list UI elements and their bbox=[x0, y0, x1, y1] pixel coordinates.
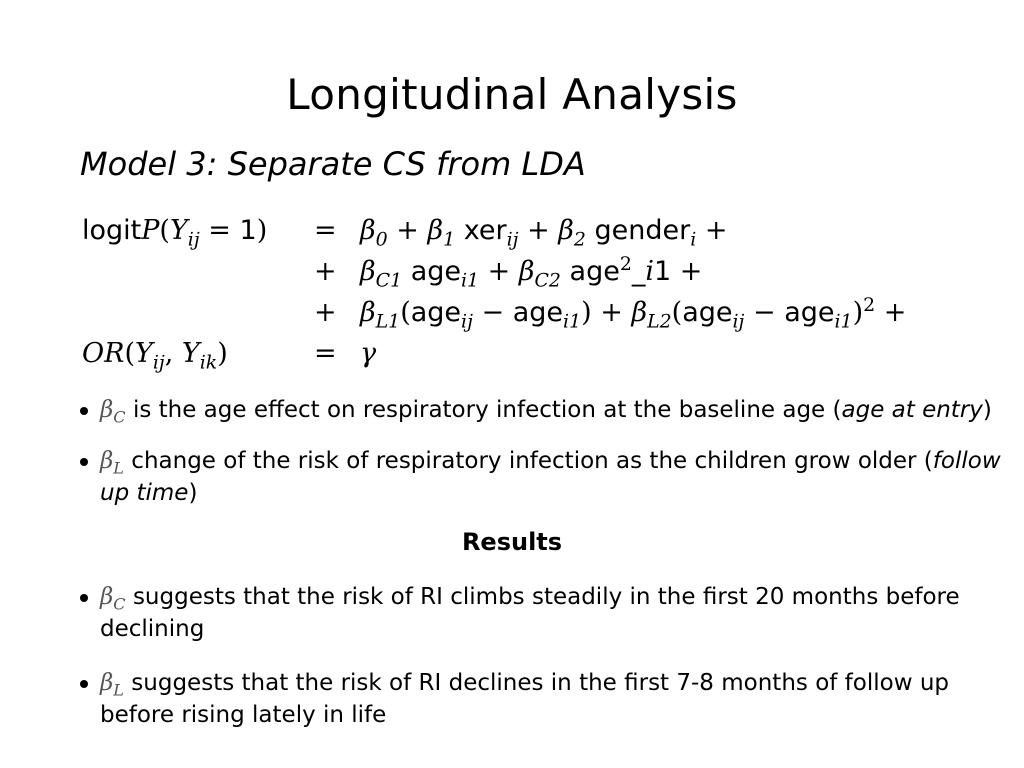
beta-c-symbol: $\beta_C$ bbox=[100, 397, 126, 427]
equation-plus: + bbox=[314, 297, 337, 328]
bullet-text: change of the risk of respiratory infection as the children grow older ( bbox=[131, 448, 933, 474]
bullet-item bbox=[78, 394, 1014, 426]
bullet-item bbox=[78, 667, 1014, 731]
slide-title: Longitudinal Analysis bbox=[286, 70, 738, 119]
bullet-item bbox=[78, 445, 1014, 509]
equation-lhs-logit: $logitP(Y_{ij} = 1)$ bbox=[82, 215, 268, 251]
equation-equals: = bbox=[314, 215, 337, 246]
equation-gamma: γ bbox=[360, 338, 377, 369]
equation-lhs-odds-ratio: $OR(Y_{ij}$, $Y_{ik}$) bbox=[82, 338, 228, 374]
beta-l-symbol: $\beta_L$ bbox=[100, 670, 124, 700]
bullet-italic-text: age at entry bbox=[841, 397, 983, 423]
bullet-text: suggests that the risk of RI climbs steadily in the first 20 months before declining bbox=[100, 584, 960, 642]
equation-rhs-line-2: $\beta_{C1}$ $age_{i1} + \beta_{C2}$ age$^2$_i1 + bbox=[360, 253, 703, 292]
bullet-italic-text: follow up time bbox=[100, 448, 1001, 506]
beta-c-symbol: $\beta_C$ bbox=[100, 584, 126, 614]
equation-equals: = bbox=[314, 338, 337, 369]
bullet-text: is the age effect on respiratory infection at the baseline age ( bbox=[132, 397, 842, 423]
bullet-item bbox=[78, 581, 1014, 645]
bullet-end: ) bbox=[188, 480, 198, 506]
results-heading: Results bbox=[461, 528, 563, 556]
equation-plus: + bbox=[314, 256, 337, 287]
equation-rhs-line-3: $\beta_{L1}(age_{ij} - age_{i1}) + \beta_{L2}(age_{ij} - age_{i1})^2$ + bbox=[360, 294, 907, 333]
bullet-text: suggests that the risk of RI declines in the first 7-8 months of follow up before rising lately in life bbox=[100, 670, 949, 728]
beta-l-symbol: $\beta_L$ bbox=[100, 448, 124, 478]
slide-subtitle: Model 3: Separate CS from LDA bbox=[80, 145, 586, 183]
equation-rhs-line-1: $\beta_0 + \beta_1$ $xer_{ij} + \beta_2$ gender$_i$ + bbox=[360, 215, 728, 251]
bullet-end: ) bbox=[982, 397, 992, 423]
